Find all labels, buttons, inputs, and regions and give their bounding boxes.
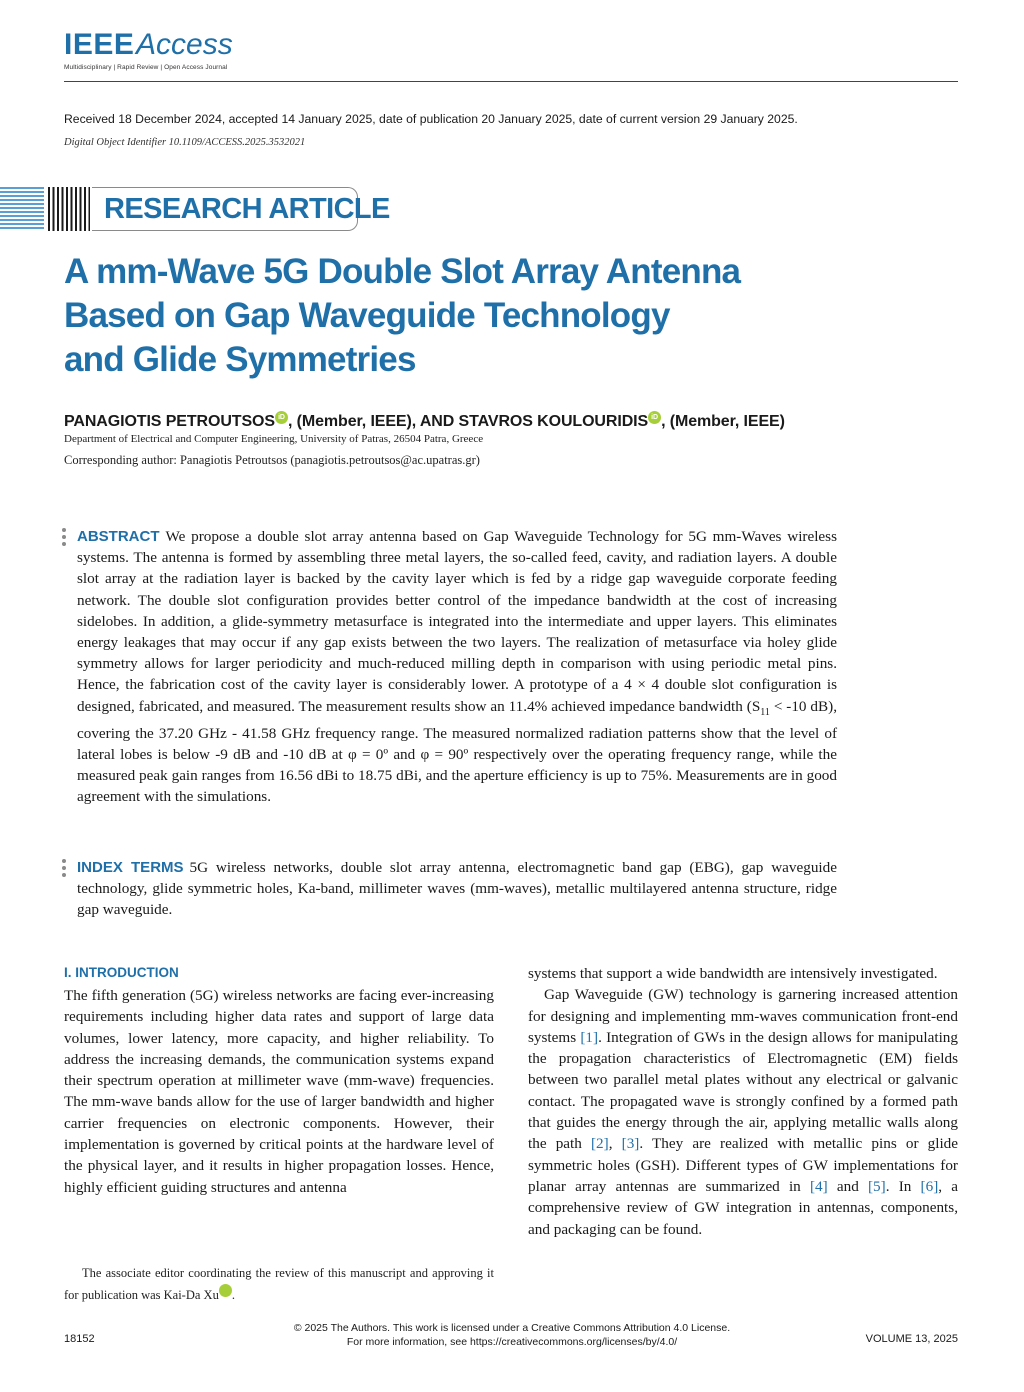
intro-paragraph-1: The fifth generation (5G) wireless networks are facing ever-increasing requirements including higher data rates and support of large data volumes, lower latency, more capacity, and higher reliability. To address the increasing demands, the communication systems expand their spectrum operation at millimeter wave (mm-wave) frequencies. The mm-wave bands allow for the use of larger bandwidth and higher carrier frequencies on electronic components. However, their implementation is governed by critical points at the hardware level of the physical layer, and it results in higher propagation losses. Hence, highly efficient guiding structures and antenna [64, 987, 494, 1196]
license-line-2[interactable]: For more information, see https://creativecommons.org/licenses/by/4.0/ [346, 1336, 678, 1348]
author-name: PANAGIOTIS PETROUTSOS [64, 413, 275, 430]
abstract-text-continued: < -10 dB), covering the 37.20 GHz - 41.58 GHz frequency range. The measured normalized radiation patterns show that the level of lateral lobes is below -9 dB and -10 dB at φ = 0º and φ = 90º respectively over the operating frequency range, while the measured peak gain ranges from 16.56 dBi to 18.75 dBi, and the aperture efficiency is up to 75%. Measurements are in good agreement with the simulations. [77, 697, 838, 806]
editor-note-text: The associate editor coordinating the review of this manuscript and approving it for publication was Kai-Da Xu [64, 1266, 494, 1302]
title-line-1: A mm-Wave 5G Double Slot Array Antenna [64, 252, 741, 291]
intro-paragraph-continued: systems that support a wide bandwidth are intensively investigated. [528, 965, 938, 982]
license-line-1: © 2025 The Authors. This work is licensed under a Creative Commons Attribution 4.0 License. [293, 1322, 731, 1334]
abstract [77, 526, 837, 808]
affiliation: Department of Electrical and Computer Engineering, University of Patras, 26504 Patra, Greece [64, 433, 484, 445]
title-line-3: and Glide Symmetries [64, 340, 416, 379]
left-column [64, 964, 494, 1198]
paper-title [64, 250, 784, 382]
citation-link-5[interactable]: [5] [868, 1177, 886, 1195]
index-terms-text: 5G wireless networks, double slot array antenna, electromagnetic band gap (EBG), gap waveguide technology, glide symmetric holes, Ka-band, millimeter waves (mm-waves), metallic multilayered antenna structure, ridge gap waveguide. [77, 859, 837, 919]
journal-tagline: Multidisciplinary | Rapid Review | Open Access Journal [64, 64, 228, 71]
author-list [64, 411, 785, 431]
citation-link-4[interactable]: [4] [809, 1177, 828, 1195]
orcid-icon[interactable]: iD [275, 411, 288, 424]
journal-logo-access: Access [136, 28, 233, 61]
editor-note [64, 1262, 494, 1306]
article-type-label: RESEARCH ARTICLE [104, 193, 390, 225]
citation-link-6[interactable]: [6] [920, 1177, 939, 1195]
citation-link-2[interactable]: [2] [590, 1135, 609, 1153]
banner-stripes-decoration [0, 187, 44, 231]
journal-logo-ieee: IEEE [64, 28, 135, 61]
corresponding-author: Corresponding author: Panagiotis Petroutsos (panagiotis.petroutsos@ac.upatras.gr) [64, 453, 480, 467]
doi-identifier: Digital Object Identifier 10.1109/ACCESS.2025.3532021 [64, 137, 306, 148]
page-number: 18152 [64, 1333, 95, 1345]
citation-link-3[interactable]: [3] [621, 1135, 640, 1153]
journal-logo [64, 28, 264, 76]
intro-paragraph-2: Gap Waveguide (GW) technology is garnering increased attention for designing and implementing mm-waves communication front-end systems [1]. Integration of GWs in the design allows for manipulating the propagation characteristics of Electromagnetic (EM) fields between two parallel metal plates without any electrical or galvanic contact. The propagated wave is strongly confined by a formed path that guides the energy through the air, applying metallic walls along the path [2], [3]. They are realized with metallic pins or glide symmetric holes (GSH). Different types of GW implementations for planar array antennas are summarized in [4] and [5]. In [6], a comprehensive review of GW integration in antennas, components, and packaging can be found. [528, 986, 959, 1238]
banner-bars-decoration [48, 187, 90, 231]
abstract-text: We propose a double slot array antenna based on Gap Waveguide Technology for 5G mm-Waves wireless systems. The antenna is formed by assembling three metal layers, the so-called feed, cavity, and radiation layers. A double slot array at the radiation layer is backed by the cavity layer which is fed by a ridge gap waveguide corporate feeding network. The double slot configuration provides better control of the impedance bandwidth at the cost of increasing sidelobes. In addition, a glide-symmetry metasurface is integrated into the intermediate and upper layers. This eliminates energy leakages that may occur if any gap exists between the two layers. The realization of metasurface via holey glide symmetry allows for larger periodicity and much-reduced milling depth in comparison with using periodic metal pins. Hence, the fabrication cost of the cavity layer is considerably lower. A prototype of a 4 × 4 double slot configuration is designed, fabricated, and measured. The measurement results show an 11.4% achieved impedance bandwidth (S [77, 528, 837, 715]
author-membership: , (Member, IEEE), AND [287, 413, 459, 430]
index-terms-label: INDEX TERMS [77, 859, 184, 876]
received-dates: Received 18 December 2024, accepted 14 January 2025, date of publication 20 January 2025, date of current version 29 January 2025. [64, 112, 798, 126]
abstract-subscript: 11 [760, 706, 770, 718]
header-divider [64, 81, 958, 82]
abstract-label: ABSTRACT [77, 528, 160, 545]
orcid-icon[interactable]: iD [219, 1284, 232, 1297]
index-terms-dots-decoration [62, 859, 70, 880]
editor-note-end: . [231, 1288, 235, 1302]
abstract-dots-decoration [62, 528, 70, 549]
author-name: STAVROS KOULOURIDIS [458, 413, 649, 430]
volume-label: VOLUME 13, 2025 [865, 1333, 958, 1345]
title-line-2: Based on Gap Waveguide Technology [64, 296, 670, 335]
index-terms [77, 857, 837, 921]
right-column [528, 963, 958, 1240]
citation-link-1[interactable]: [1] [580, 1028, 599, 1046]
author-membership: , (Member, IEEE) [661, 413, 785, 430]
orcid-icon[interactable]: iD [648, 411, 661, 424]
article-type-banner [0, 187, 390, 231]
section-heading-introduction: I. INTRODUCTION [64, 965, 179, 980]
